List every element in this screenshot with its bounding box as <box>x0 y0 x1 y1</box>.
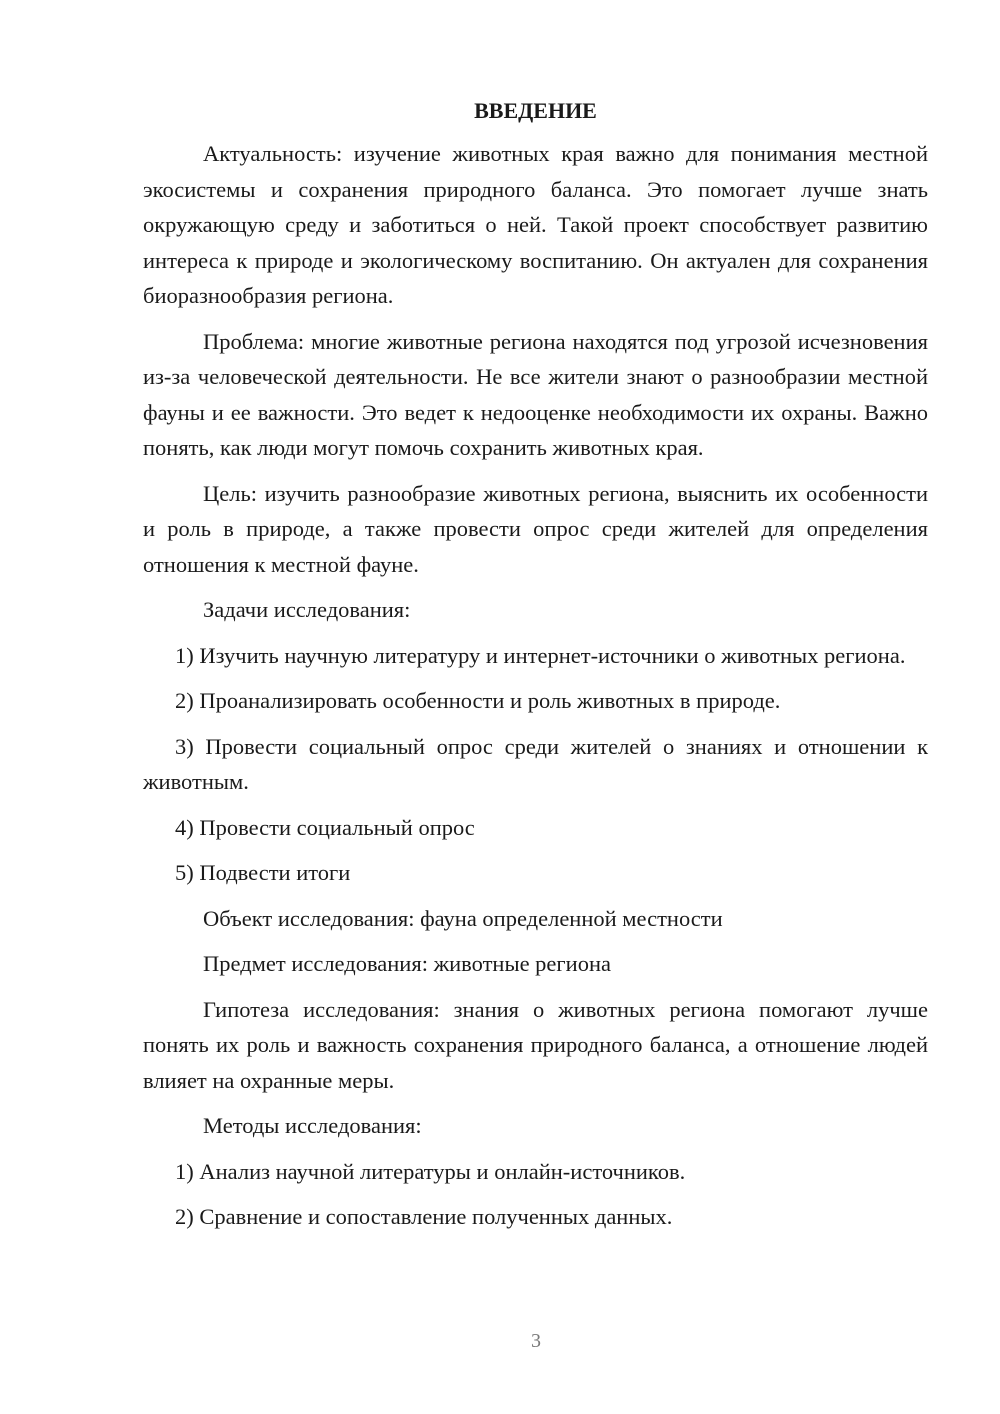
task-item-2: 2) Проанализировать особенности и роль животных в природе. <box>175 688 781 713</box>
subject-paragraph: Предмет исследования: животные региона <box>203 951 611 976</box>
problem-paragraph: Проблема: многие животные региона находятся под угрозой исчезновения из-за человеческой деятельности. Не все жители знают о разнообразии местной фауны и ее важности. Это ведет к недооценке необходимости их охраны. Важно понять, как люди могут помочь сохранить животных края. <box>143 328 928 460</box>
method-item-2: 2) Сравнение и сопоставление полученных данных. <box>175 1204 673 1229</box>
tasks-heading: Задачи исследования: <box>203 597 411 622</box>
task-item-5: 5) Подвести итоги <box>175 860 351 885</box>
goal-paragraph: Цель: изучить разнообразие животных региона, выяснить их особенности и роль в природе, а также провести опрос среди жителей для определения отношения к местной фауне. <box>143 480 928 577</box>
task-item-3: 3) Провести социальный опрос среди жителей о знаниях и отношении к животным. <box>143 733 928 794</box>
page-number: 3 <box>531 1330 541 1352</box>
relevance-paragraph: Актуальность: изучение животных края важно для понимания местной экосистемы и сохранения природного баланса. Это помогает лучше знать окружающую среду и заботиться о ней. Такой проект способствует развитию интереса к природе и экологическому воспитанию. Он актуален для сохранения биоразнообразия региона. <box>143 141 928 308</box>
method-item-1: 1) Анализ научной литературы и онлайн-источников. <box>175 1158 686 1184</box>
object-paragraph: Объект исследования: фауна определенной местности <box>203 905 723 931</box>
hypothesis-paragraph: Гипотеза исследования: знания о животных региона помогают лучше понять их роль и важность сохранения природного баланса, а отношение людей влияет на охранные меры. <box>143 996 928 1093</box>
section-title: ВВЕДЕНИЕ <box>474 98 597 123</box>
methods-heading: Методы исследования: <box>203 1113 422 1138</box>
page-content <box>143 93 928 1245</box>
task-item-1: 1) Изучить научную литературу и интернет-источники о животных региона. <box>175 642 906 668</box>
task-item-4: 4) Провести социальный опрос <box>175 814 475 840</box>
